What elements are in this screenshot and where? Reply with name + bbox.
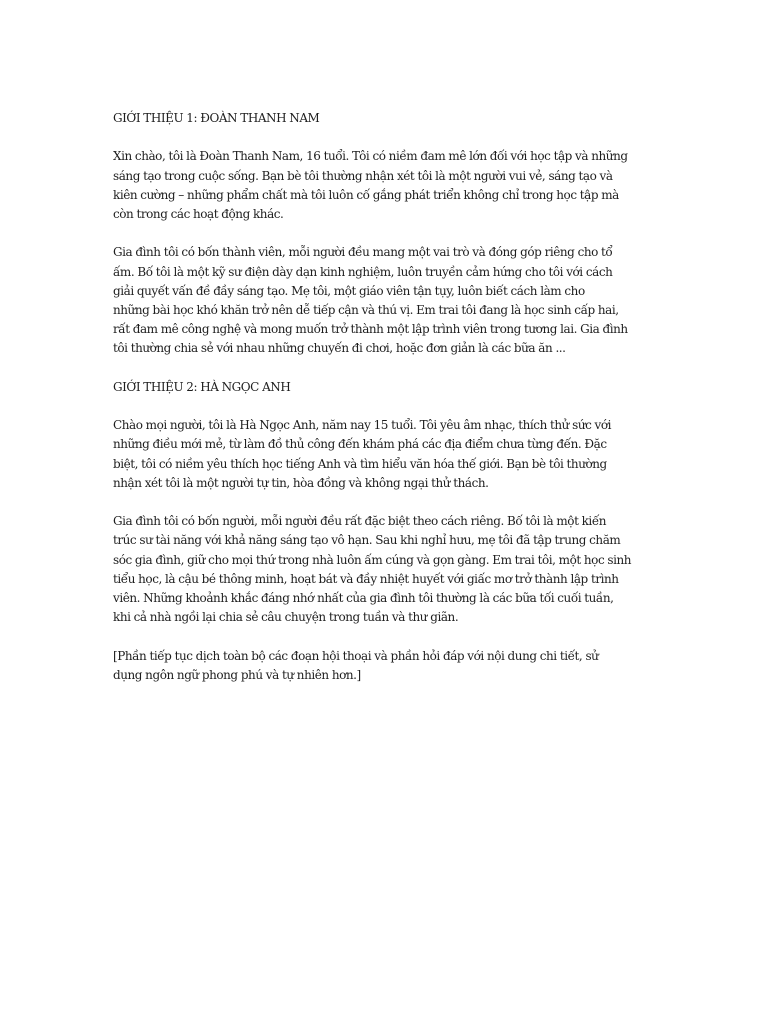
paragraph bbox=[113, 416, 658, 493]
text-line: ấm. Bố tôi là một kỹ sư điện dày dạn kinh nghiệm, luôn truyền cảm hứng cho tôi với cách bbox=[113, 264, 613, 279]
text-line: Xin chào, tôi là Đoàn Thanh Nam, 16 tuổi. Tôi có niềm đam mê lớn đối với học tập và những bbox=[113, 149, 628, 164]
text-line: còn trong các hoạt động khác. bbox=[113, 207, 284, 221]
paragraph bbox=[113, 243, 658, 358]
text-line: những bài học khó khăn trở nên dễ tiếp cận và thú vị. Em trai tôi đang là học sinh cấp hai, bbox=[113, 303, 619, 317]
text-line: biệt, tôi có niềm yêu thích học tiếng Anh và tìm hiểu văn hóa thế giới. Bạn bè tôi thường bbox=[113, 456, 607, 471]
text-line: tôi thường chia sẻ với nhau những chuyến đi chơi, hoặc đơn giản là các bữa ăn ... bbox=[113, 341, 566, 356]
text-line: kiên cường – những phẩm chất mà tôi luôn cố gắng phát triển không chỉ trong học tập mà bbox=[113, 187, 619, 202]
text-line: tiểu học, là cậu bé thông minh, hoạt bát và đầy nhiệt huyết với giấc mơ trở thành lập trình bbox=[113, 571, 619, 586]
text-line: Gia đình tôi có bốn người, mỗi người đều rất đặc biệt theo cách riêng. Bố tôi là một kiến bbox=[113, 514, 607, 529]
paragraph bbox=[113, 147, 658, 224]
text-line: trúc sư tài năng với khả năng sáng tạo vô hạn. Sau khi nghỉ hưu, mẹ tôi đã tập trung chăm bbox=[113, 533, 621, 548]
document-page bbox=[113, 109, 658, 704]
text-line: viên. Những khoảnh khắc đáng nhớ nhất của gia đình tôi thường là các bữa tối cuối tuần, bbox=[113, 591, 614, 605]
text-line: rất đam mê công nghệ và mong muốn trở thành một lập trình viên trong tương lai. Gia đình bbox=[113, 322, 628, 337]
text-line: những điều mới mẻ, từ làm đồ thủ công đến khám phá các địa điểm chưa từng đến. Đặc bbox=[113, 437, 607, 452]
text-line: dụng ngôn ngữ phong phú và tự nhiên hơn.] bbox=[113, 667, 361, 682]
section-heading: GIỚI THIỆU 1: ĐOÀN THANH NAM bbox=[113, 111, 320, 125]
text-line: Chào mọi người, tôi là Hà Ngọc Anh, năm nay 15 tuổi. Tôi yêu âm nhạc, thích thử sức với bbox=[113, 418, 612, 433]
text-line: giải quyết vấn đề đầy sáng tạo. Mẹ tôi, một giáo viên tận tụy, luôn biết cách làm cho bbox=[113, 283, 585, 298]
section-heading: GIỚI THIỆU 2: HÀ NGỌC ANH bbox=[113, 379, 291, 394]
text-line: sóc gia đình, giữ cho mọi thứ trong nhà luôn ấm cúng và gọn gàng. Em trai tôi, một học sinh bbox=[113, 552, 632, 567]
text-line: sáng tạo trong cuộc sống. Bạn bè tôi thường nhận xét tôi là một người vui vẻ, sáng tạo và bbox=[113, 168, 613, 183]
text-line: nhận xét tôi là một người tự tin, hòa đồng và không ngại thử thách. bbox=[113, 475, 489, 490]
text-line: khi cả nhà ngồi lại chia sẻ câu chuyện trong tuần và thư giãn. bbox=[113, 610, 459, 625]
text-line: [Phần tiếp tục dịch toàn bộ các đoạn hội thoại và phần hỏi đáp với nội dung chi tiết, sử bbox=[113, 648, 599, 663]
bracket-note bbox=[113, 647, 658, 685]
text-line: Gia đình tôi có bốn thành viên, mỗi người đều mang một vai trò và đóng góp riêng cho tổ bbox=[113, 245, 613, 260]
paragraph bbox=[113, 512, 658, 627]
